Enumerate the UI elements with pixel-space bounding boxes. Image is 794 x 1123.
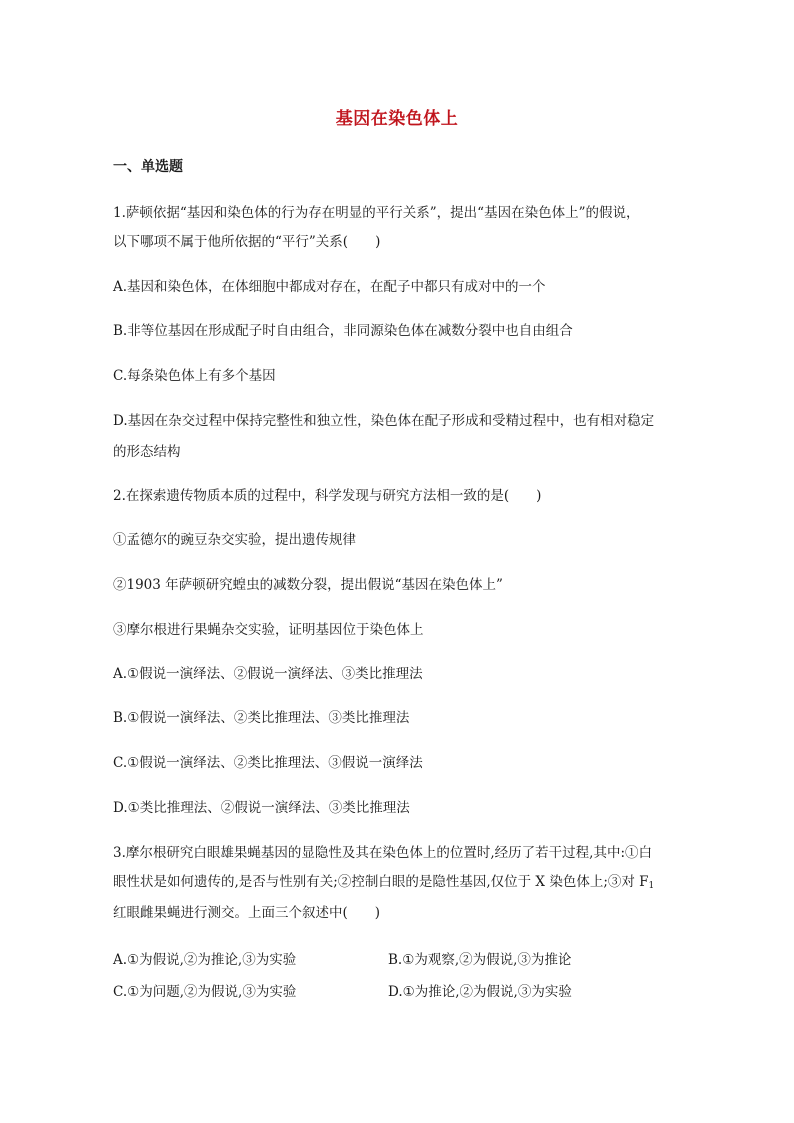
q1-stem-line1: 1.萨顿依据“基因和染色体的行为存在明显的平行关系”，提出“基因在染色体上”的假说， bbox=[113, 205, 640, 221]
q3-option-d: D.①为推论,②为假说,③为实验 bbox=[388, 984, 572, 1000]
q3-stem-line3: 红眼雌果蝇进行测交。上面三个叙述中( ) bbox=[113, 905, 381, 921]
q3-option-b: B.①为观察,②为假说,③为推论 bbox=[388, 952, 572, 968]
q1-option-b: B.非等位基因在形成配子时自由组合，非同源染色体在减数分裂中也自由组合 bbox=[113, 323, 573, 339]
q1-stem-line2: 以下哪项不属于他所依据的“平行”关系( ) bbox=[113, 234, 381, 250]
q3-option-a: A.①为假说,②为推论,③为实验 bbox=[113, 952, 297, 968]
document-title: 基因在染色体上 bbox=[335, 109, 459, 129]
q1-option-a: A.基因和染色体，在体细胞中都成对存在，在配子中都只有成对中的一个 bbox=[113, 279, 546, 295]
q3-subscript: 1 bbox=[648, 881, 655, 891]
q3-stem-line2-text: 眼性状是如何遗传的,是否与性别有关;②控制白眼的是隐性基因,仅位于 X 染色体上;③对 F bbox=[113, 874, 649, 890]
q2-option-c: C.①假说一演绎法、②类比推理法、③假说一演绎法 bbox=[113, 755, 423, 771]
q3-option-c: C.①为问题,②为假说,③为实验 bbox=[113, 984, 297, 1000]
q2-option-b: B.①假说一演绎法、②类比推理法、③类比推理法 bbox=[113, 710, 410, 726]
q2-item-2: ②1903 年萨顿研究蝗虫的减数分裂，提出假说“基因在染色体上” bbox=[113, 577, 503, 593]
q3-stem-line1: 3.摩尔根研究白眼雄果蝇基因的显隐性及其在染色体上的位置时,经历了若干过程,其中:①白 bbox=[113, 845, 653, 861]
q2-option-a: A.①假说一演绎法、②假说一演绎法、③类比推理法 bbox=[113, 666, 423, 682]
q1-option-d-line2: 的形态结构 bbox=[113, 444, 181, 460]
q2-item-1: ①孟德尔的豌豆杂交实验，提出遗传规律 bbox=[113, 532, 356, 548]
section-heading: 一、单选题 bbox=[113, 159, 183, 175]
q1-option-d-line1: D.基因在杂交过程中保持完整性和独立性，染色体在配子形成和受精过程中，也有相对稳定 bbox=[113, 413, 655, 429]
q2-item-3: ③摩尔根进行果蝇杂交实验，证明基因位于染色体上 bbox=[113, 622, 424, 638]
q1-option-c: C.每条染色体上有多个基因 bbox=[113, 368, 276, 384]
q2-option-d: D.①类比推理法、②假说一演绎法、③类比推理法 bbox=[113, 800, 410, 816]
q2-stem: 2.在探索遗传物质本质的过程中，科学发现与研究方法相一致的是( ) bbox=[113, 488, 542, 504]
q3-stem-line2 bbox=[113, 873, 688, 895]
